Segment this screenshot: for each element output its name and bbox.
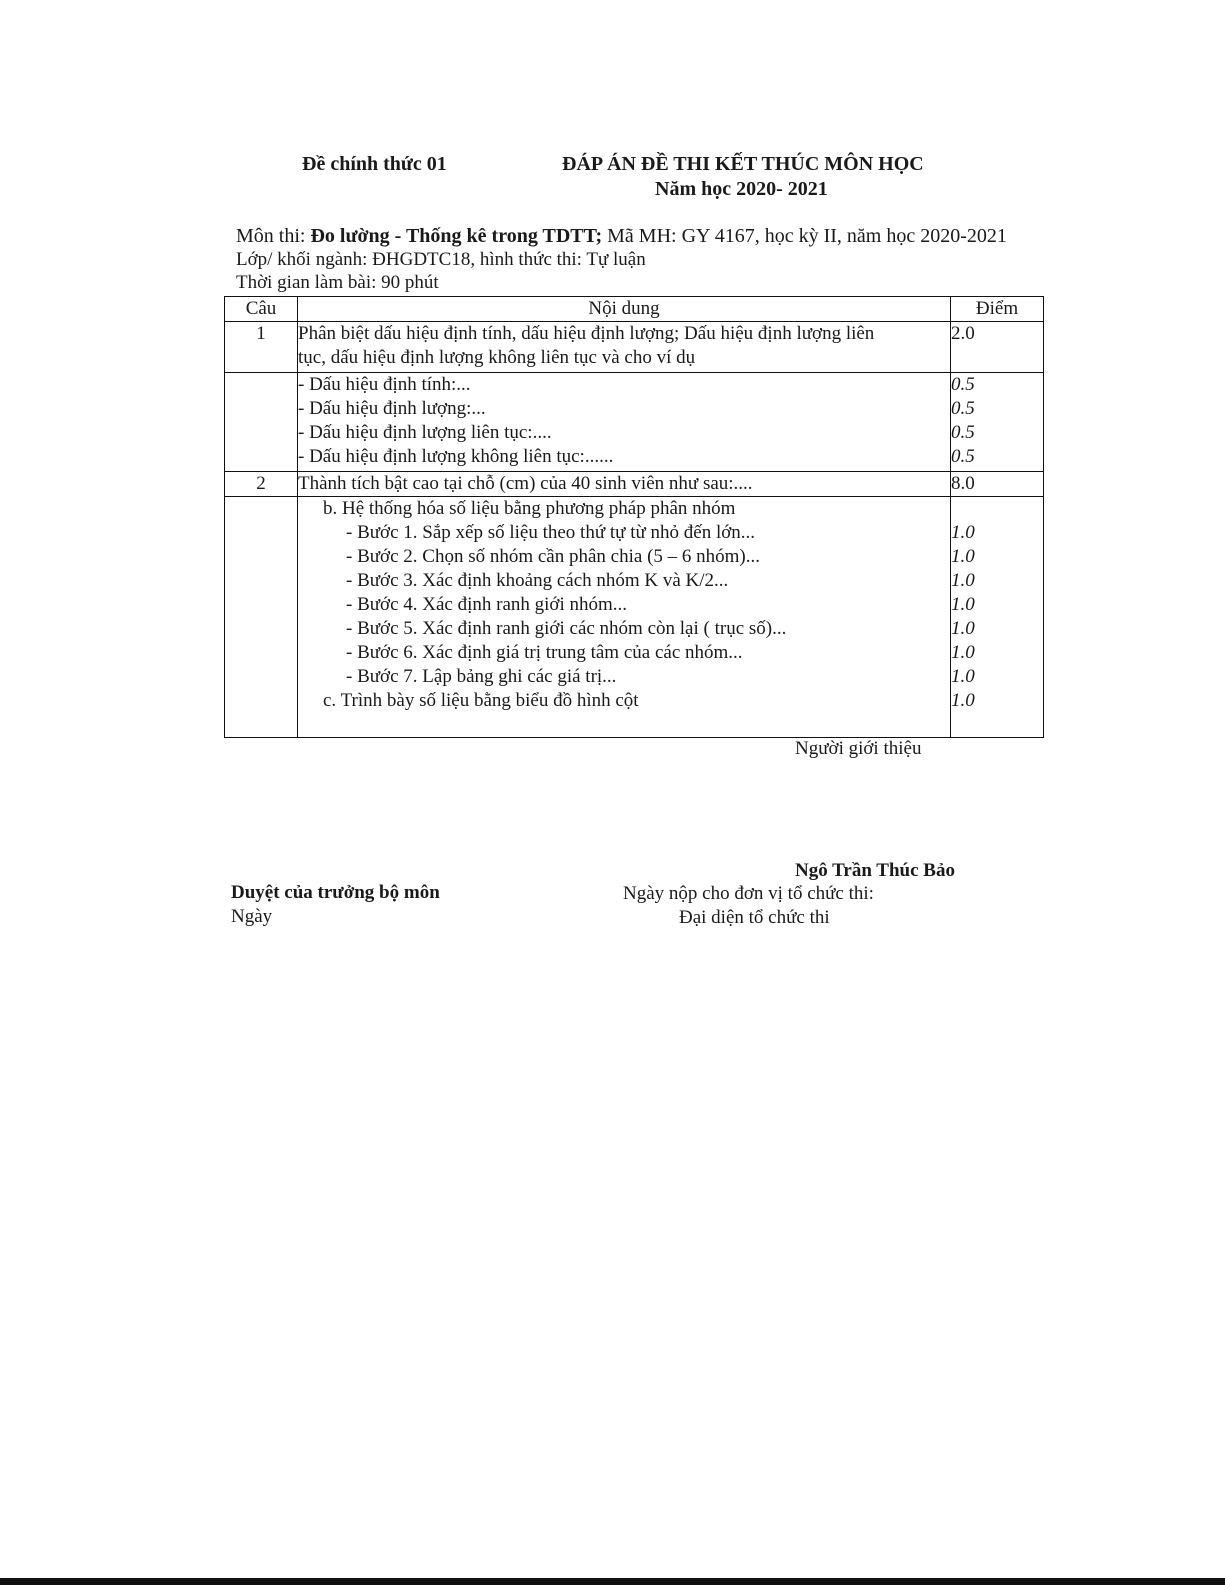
q1-line: Phân biệt dấu hiệu định tính, dấu hiệu định lượng; Dấu hiệu định lượng liên <box>298 323 875 344</box>
list-item: - Bước 6. Xác định giá trị trung tâm của các nhóm... <box>346 642 743 663</box>
item-score: 1.0 <box>951 642 975 663</box>
list-item: - Bước 5. Xác định ranh giới các nhóm còn lại ( trục số)... <box>346 618 787 639</box>
answer-table <box>224 296 1044 738</box>
list-item: - Dấu hiệu định lượng:... <box>298 398 486 419</box>
list-item: - Bước 7. Lập bảng ghi các giá trị... <box>346 666 617 687</box>
list-item: - Bước 4. Xác định ranh giới nhóm... <box>346 594 628 615</box>
table-row <box>225 497 1044 738</box>
table-row <box>225 373 1044 472</box>
head-approval: Duyệt của trưởng bộ môn <box>231 882 440 903</box>
part-b-title: b. Hệ thống hóa số liệu bằng phương pháp phân nhóm <box>323 498 736 519</box>
item-score: 1.0 <box>951 546 975 567</box>
doc-title: ĐÁP ÁN ĐỀ THI KẾT THÚC MÔN HỌC <box>562 153 924 175</box>
introducer-name: Ngô Trần Thúc Bảo <box>795 860 955 881</box>
q2-content: Thành tích bật cao tại chỗ (cm) của 40 sinh viên như sau:.... <box>298 472 951 497</box>
q2-details <box>298 497 951 738</box>
q1-score: 2.0 <box>951 322 1044 373</box>
q2-score: 8.0 <box>951 472 1044 497</box>
item-score: 0.5 <box>951 398 975 419</box>
academic-year: Năm học 2020- 2021 <box>655 178 828 200</box>
submit-date: Ngày nộp cho đơn vị tổ chức thi: <box>623 883 874 904</box>
item-score: 1.0 <box>951 522 975 543</box>
introducer-label: Người giới thiệu <box>795 738 922 759</box>
header-noi-dung: Nội dung <box>298 297 951 322</box>
list-item: - Dấu hiệu định tính:... <box>298 374 471 395</box>
table-header-row <box>225 297 1044 322</box>
item-score: 1.0 <box>951 618 975 639</box>
subject-prefix: Môn thi: <box>236 225 311 247</box>
item-score: 0.5 <box>951 422 975 443</box>
scan-edge <box>0 1578 1225 1585</box>
list-item: - Bước 1. Sắp xếp số liệu theo thứ tự từ nhỏ đến lớn... <box>346 522 756 543</box>
organizer-rep: Đại diện tổ chức thi <box>679 907 830 928</box>
header-cau: Câu <box>225 297 298 322</box>
item-score: 0.5 <box>951 446 975 467</box>
q1-item-scores <box>951 373 1044 472</box>
list-item: - Dấu hiệu định lượng không liên tục:...... <box>298 446 614 467</box>
q2-step-scores <box>951 497 1044 738</box>
header-diem: Điểm <box>951 297 1044 322</box>
item-score: 1.0 <box>951 570 975 591</box>
subject-suffix: Mã MH: GY 4167, học kỳ II, năm học 2020-2021 <box>602 225 1007 247</box>
q1-line: tục, dấu hiệu định lượng không liên tục và cho ví dụ <box>298 347 696 368</box>
date-label: Ngày <box>231 906 273 927</box>
list-item: - Bước 2. Chọn số nhóm cần phân chia (5 – 6 nhóm)... <box>346 546 761 567</box>
q2-number: 2 <box>225 472 298 497</box>
doc-code: Đề chính thức 01 <box>302 153 447 175</box>
class-line: Lớp/ khối ngành: ĐHGDTC18, hình thức thi: Tự luận <box>236 249 646 270</box>
list-item: - Bước 3. Xác định khoảng cách nhóm K và K/2... <box>346 570 729 591</box>
time-line: Thời gian làm bài: 90 phút <box>236 272 439 293</box>
q1-items <box>298 373 951 472</box>
item-score: 0.5 <box>951 374 975 395</box>
table-row <box>225 472 1044 497</box>
subject-line <box>236 225 1007 248</box>
table-row <box>225 322 1044 373</box>
item-score: 1.0 <box>951 666 975 687</box>
q1-content <box>298 322 951 373</box>
part-c-title: c. Trình bày số liệu bằng biểu đồ hình cột <box>323 690 639 711</box>
item-score: 1.0 <box>951 594 975 615</box>
list-item: - Dấu hiệu định lượng liên tục:.... <box>298 422 552 443</box>
q1-number: 1 <box>225 322 298 373</box>
item-score: 1.0 <box>951 690 975 711</box>
subject-name: Đo lường - Thống kê trong TDTT; <box>310 225 603 247</box>
